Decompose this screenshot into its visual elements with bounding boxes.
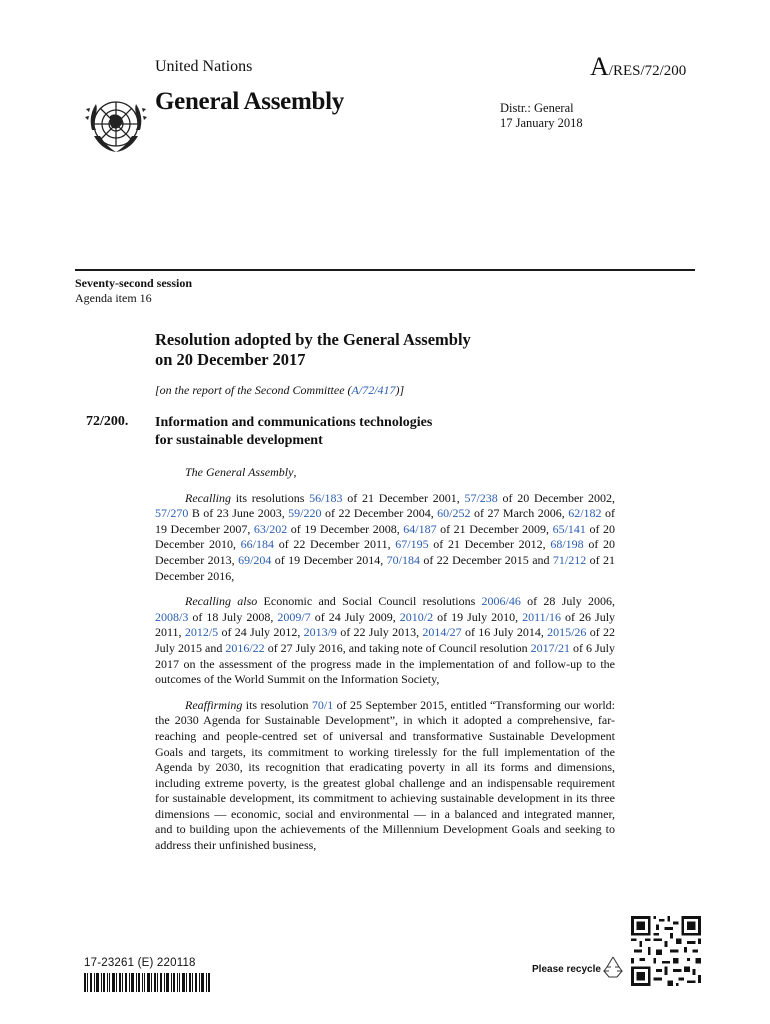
title-line-2: on 20 December 2017 xyxy=(155,350,306,369)
p1-text: of 21 December 2016, xyxy=(155,552,616,583)
document-number: 17-23261 (E) 220118 xyxy=(84,957,196,969)
org-name: United Nations xyxy=(155,58,253,75)
resolution-link[interactable]: 2014/27 xyxy=(422,625,462,640)
resolution-link[interactable]: 67/195 xyxy=(395,537,429,552)
p1-text: of 19 December 2014, xyxy=(271,552,387,567)
resolution-link[interactable]: 62/182 xyxy=(568,506,602,521)
p2-text: of 27 July 2016, and taking note of Council resolution xyxy=(264,640,531,655)
session-block xyxy=(75,276,192,306)
p1-text: of 19 December 2007, xyxy=(155,506,615,536)
report-suffix: )] xyxy=(395,383,405,397)
p1-text: of 22 December 2015 and xyxy=(419,552,553,567)
p2-text: of 24 July 2009, xyxy=(310,609,400,624)
resolution-link[interactable]: 2012/5 xyxy=(184,625,219,640)
resolution-link[interactable]: 2009/7 xyxy=(277,609,311,624)
p1-lead: Recalling xyxy=(185,490,231,505)
p1-text: of 27 March 2006, xyxy=(470,506,569,521)
header-rule xyxy=(75,269,695,271)
p1-text: its resolutions xyxy=(230,490,310,505)
preamble-paragraph-1 xyxy=(155,491,615,585)
p1-text: of 19 December 2008, xyxy=(287,521,404,536)
resolution-link[interactable]: 70/1 xyxy=(311,697,334,712)
document-symbol xyxy=(590,52,686,82)
p3-lead: Reaffirming xyxy=(185,697,243,712)
distribution: Distr.: General xyxy=(500,101,574,115)
symbol-letter: A xyxy=(590,52,609,81)
qr-code-icon xyxy=(631,916,701,986)
resolution-link[interactable]: 64/187 xyxy=(403,521,437,536)
p2-text: Economic and Social Council resolutions xyxy=(257,594,482,609)
symbol-rest: /RES/72/200 xyxy=(608,63,687,79)
resolution-link[interactable]: 57/270 xyxy=(155,506,189,521)
title-line-1: Resolution adopted by the General Assembly xyxy=(155,330,471,349)
report-reference xyxy=(155,383,404,398)
resolution-link[interactable]: 65/141 xyxy=(552,521,586,536)
p1-text: of 22 December 2011, xyxy=(274,537,396,552)
preamble-paragraph-3 xyxy=(155,698,615,854)
session-name: Seventy-second session xyxy=(75,276,193,290)
p1-text: of 21 December 2001, xyxy=(342,490,465,505)
p2-text: of 26 July 2011, xyxy=(155,609,616,640)
document-title xyxy=(155,330,471,370)
p2-text: of 18 July 2008, xyxy=(188,609,278,624)
distribution-block xyxy=(500,101,583,131)
resolution-body xyxy=(155,465,615,864)
p2-text: of 19 July 2010, xyxy=(433,609,523,624)
resolution-link[interactable]: 70/184 xyxy=(386,552,420,567)
p1-text: of 20 December 2002, xyxy=(497,490,615,505)
report-link[interactable]: A/72/417 xyxy=(351,383,396,397)
barcode-icon xyxy=(84,973,210,992)
recycle-icon xyxy=(600,955,626,979)
p1-text: of 21 December 2012, xyxy=(428,537,551,552)
p1-text: of 20 December 2013, xyxy=(155,537,616,567)
resolution-link[interactable]: 2017/21 xyxy=(530,640,570,655)
resolution-link[interactable]: 2016/22 xyxy=(225,640,265,655)
resolution-link[interactable]: 2010/2 xyxy=(399,609,434,624)
report-prefix: [on the report of the Second Committee ( xyxy=(155,383,352,397)
p2-text: of 6 July 2017 on the assessment of the progress made in the implementation of and follow-up to the outcomes of the World Summit on the Information Society, xyxy=(155,640,615,687)
p2-text: of 22 July 2015 and xyxy=(155,625,615,655)
p2-text: of 16 July 2014, xyxy=(461,625,548,640)
resolution-link[interactable]: 60/252 xyxy=(437,506,471,521)
p2-lead: Recalling also xyxy=(185,594,258,609)
p2-text: of 22 July 2013, xyxy=(336,625,423,640)
resolution-link[interactable]: 56/183 xyxy=(309,490,343,505)
issue-date: 17 January 2018 xyxy=(500,116,583,130)
p2-text: of 24 July 2012, xyxy=(218,625,304,640)
un-emblem-icon xyxy=(80,90,152,162)
resolution-link[interactable]: 59/220 xyxy=(288,506,322,521)
body-name: General Assembly xyxy=(155,88,344,115)
recycle-label: Please recycle xyxy=(532,964,601,975)
resolution-link[interactable]: 2011/16 xyxy=(522,609,562,624)
opener-text: The General Assembly xyxy=(185,465,294,479)
p1-text: of 22 December 2004, xyxy=(321,506,438,521)
p2-text: of 28 July 2006, xyxy=(520,594,615,609)
resolution-title xyxy=(155,414,432,450)
resolution-link[interactable]: 68/198 xyxy=(550,537,584,552)
p1-text: of 20 December 2010, xyxy=(155,521,615,552)
resolution-link[interactable]: 2006/46 xyxy=(481,594,521,609)
preamble-opener: The General Assembly, xyxy=(185,465,297,479)
resolution-link[interactable]: 57/238 xyxy=(464,490,498,505)
agenda-item: Agenda item 16 xyxy=(75,291,152,305)
resolution-link[interactable]: 2013/9 xyxy=(303,625,337,640)
resolution-link[interactable]: 69/204 xyxy=(238,552,272,567)
resolution-number: 72/200. xyxy=(86,414,129,429)
preamble-paragraph-2 xyxy=(155,594,615,688)
p1-text: B of 23 June 2003, xyxy=(188,506,289,521)
resolution-title-line-1: Information and communications technologies xyxy=(155,415,433,430)
resolution-link[interactable]: 2008/3 xyxy=(155,609,189,624)
resolution-link[interactable]: 63/202 xyxy=(253,521,288,536)
resolution-link[interactable]: 66/184 xyxy=(240,537,275,552)
resolution-link[interactable]: 71/212 xyxy=(552,552,587,567)
resolution-link[interactable]: 2015/26 xyxy=(547,625,587,640)
resolution-title-line-2: for sustainable development xyxy=(155,433,323,448)
p3-text: its resolution xyxy=(242,697,312,712)
p3-text: of 25 September 2015, entitled “Transforming our world: the 2030 Agenda for Sustainable Development”, in which it adopted a comprehensive, far-reaching and people-centred set of universal and transformative Sustainable Development Goals and targets, its commitment to working tirelessly for the full implementation of the Agenda by 2030, its recognition that eradicating poverty in all its forms and dimensions, including extreme poverty, is the greatest global challenge and an indispensable requirement for sustainable development, its commitment to achieving sustainable development in its three dimensions — economic, social and environmental — in a balanced and integrated manner, and to building upon the achievements of the Millennium Development Goals and seeking to address their unfinished business, xyxy=(155,697,615,853)
p1-text: of 21 December 2009, xyxy=(436,521,553,536)
